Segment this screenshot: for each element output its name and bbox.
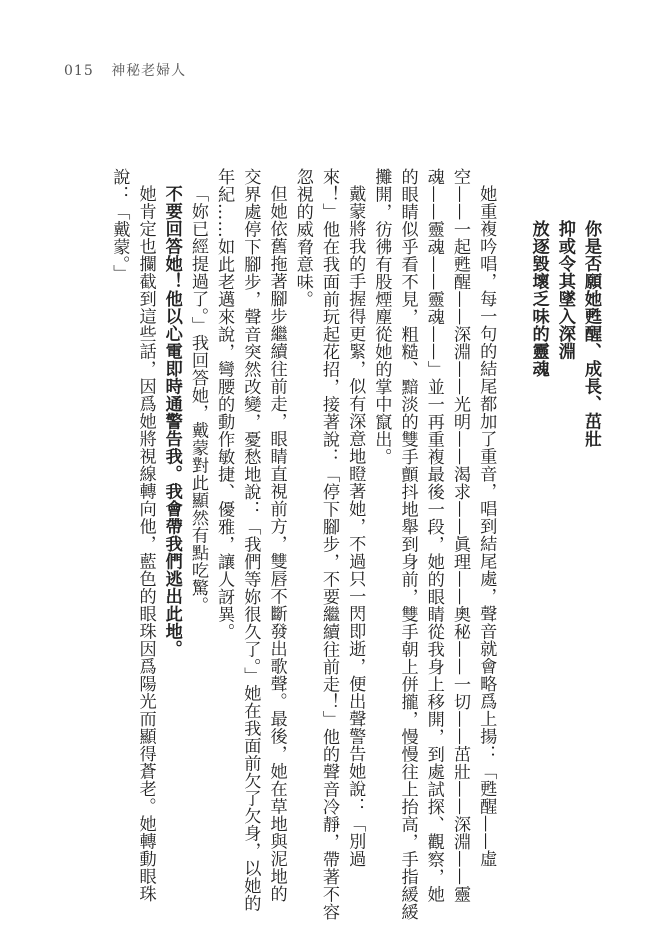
text-line: 她肯定也攔截到這些話，因爲她將視線轉向他，藍色的眼珠因爲陽光而顯得蒼老。她轉動眼珠 bbox=[135, 185, 156, 903]
text-line: 攤開，彷彿有股煙塵從她的掌中竄出。 bbox=[371, 168, 392, 466]
text-line: 空——一起甦醒——深淵——光明——渴求——眞理——奧秘——一切——茁壯——深淵——靈 bbox=[449, 168, 470, 903]
text-line: 年紀……如此老邁來說，彎腰的動作敏捷、優雅，讓人訝異。 bbox=[214, 168, 235, 641]
text-line: 放逐毀壞乏味的靈魂 bbox=[528, 219, 549, 378]
text-line: 「妳已經提過了。」我回答她，戴蒙對此顯然有點吃驚。 bbox=[187, 185, 208, 615]
text-line: 來！」他在我面前玩起花招，接著說：「停下腳步，不要繼續往前走！」他的聲音冷靜，帶著不容 bbox=[318, 168, 339, 921]
vertical-body-text bbox=[64, 168, 604, 921]
text-line: 你是否願她甦醒、成長、茁壯 bbox=[581, 219, 601, 448]
text-line: 說：「戴蒙。」 bbox=[109, 168, 130, 282]
text-line: 魂——靈魂——靈魂——」並一再重複最後一段，她的眼睛從我身上移開，到處試探、觀察，她 bbox=[423, 168, 444, 903]
text-line: 不要回答她！他以心電即時通警告我。我會帶我們逃出此地。 bbox=[161, 185, 182, 658]
text-line: 交界處停下腳步，聲音突然改變，憂愁地說：「我們等妳很久了。」她在我面前欠了欠身，以她的 bbox=[240, 168, 261, 912]
text-line: 戴蒙將我的手握得更緊，似有深意地瞪著她，不過只一閃即逝，便出聲警告她說：「別過 bbox=[345, 185, 366, 868]
text-line: 的眼睛似乎看不見，粗糙、黯淡的雙手顫抖地舉到身前，雙手朝上併攏，慢慢往上抬高，手指緩緩 bbox=[397, 168, 418, 921]
page-header bbox=[64, 60, 186, 80]
text-line: 她重複吟唱，每一句的結尾都加了重音，唱到結尾處，聲音就會略爲上揚：「甦醒——虛 bbox=[476, 185, 497, 868]
blank-line bbox=[499, 168, 525, 868]
text-line: 忽視的威脅意味。 bbox=[292, 168, 313, 308]
text-line: 抑或令其墜入深淵 bbox=[554, 219, 575, 360]
book-title: 神秘老婦人 bbox=[111, 63, 187, 79]
text-line: 但她依舊拖著腳步繼續往前走，眼睛直視前方，雙唇不斷發出歌聲。最後，她在草地與泥地的 bbox=[266, 185, 287, 903]
page-number: 015 bbox=[64, 63, 94, 79]
